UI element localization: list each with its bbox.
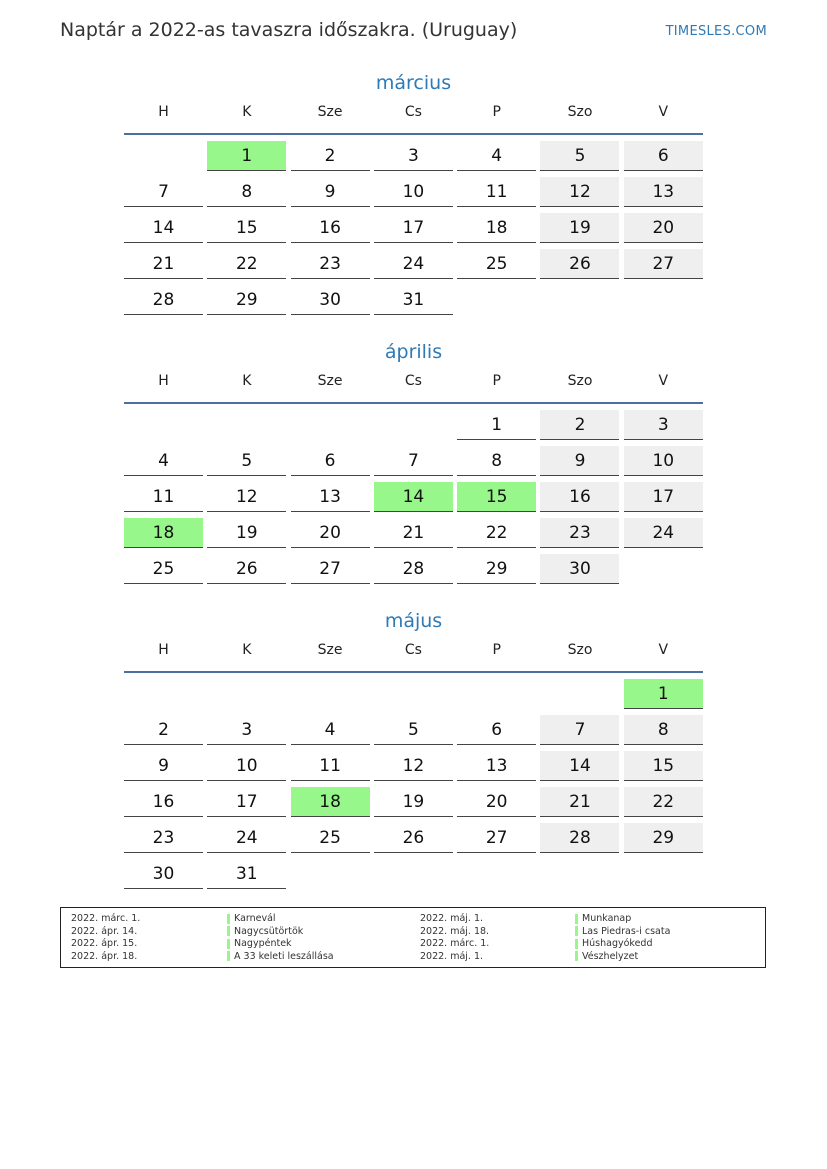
weekday-label: V [658,104,669,120]
empty-cell [124,410,203,440]
weekday-label: K [242,642,252,658]
day-cell: 30 [291,285,370,315]
day-cell: 17 [624,482,703,512]
weekday-header [124,641,703,671]
day-cell: 21 [374,518,453,548]
day-cell: 14 [540,751,619,781]
day-cell: 24 [624,518,703,548]
day-cell: 6 [291,446,370,476]
holiday-marker [227,914,230,924]
month-title: április [384,341,443,363]
month-title: május [384,610,443,632]
day-cell: 26 [207,554,286,584]
holiday-marker [575,939,578,949]
day-cell: 10 [374,177,453,207]
legend-date: 2022. máj. 18. [420,925,490,937]
weekday-label: Sze [317,642,343,658]
day-cell: 25 [124,554,203,584]
weekday-header [124,103,703,133]
weekday-label: K [242,373,252,389]
day-cell: 21 [124,249,203,279]
empty-cell [207,410,286,440]
empty-cell [291,679,370,709]
legend-date: 2022. máj. 1. [420,913,484,924]
day-cell: 4 [124,446,203,476]
day-cell: 13 [457,751,536,781]
weekday-label: P [492,642,501,658]
holiday-legend [60,907,766,968]
day-cell: 18 [291,787,370,817]
legend-date: 2022. ápr. 18. [71,950,138,962]
legend-name: Vészhelyzet [582,950,639,962]
legend-date: 2022. máj. 1. [420,950,484,962]
day-cell: 15 [207,213,286,243]
holiday-marker [227,951,230,961]
day-cell: 12 [374,751,453,781]
weekday-label: Szo [567,104,593,120]
header-divider [124,671,703,673]
day-cell: 20 [457,787,536,817]
day-cell: 13 [291,482,370,512]
day-cell: 12 [207,482,286,512]
day-cell: 30 [124,859,203,889]
day-cell: 25 [291,823,370,853]
day-cell: 11 [457,177,536,207]
holiday-marker [575,914,578,924]
day-cell: 17 [374,213,453,243]
day-cell: 2 [540,410,619,440]
day-cell: 24 [207,823,286,853]
day-cell: 3 [374,141,453,171]
day-cell: 24 [374,249,453,279]
day-cell: 10 [624,446,703,476]
empty-cell [374,679,453,709]
legend-names-right [575,913,670,963]
day-cell: 3 [207,715,286,745]
month-april [124,338,703,584]
legend-name: Húshagyókedd [582,938,653,950]
day-cell: 29 [457,554,536,584]
holiday-marker [575,951,578,961]
weekday-label: P [492,373,501,389]
legend-name: Nagypéntek [234,938,292,950]
day-cell: 7 [124,177,203,207]
day-grid [124,141,703,315]
day-cell: 20 [624,213,703,243]
holiday-marker [227,926,230,936]
weekday-label: Cs [404,104,422,120]
day-cell: 9 [540,446,619,476]
month-may [124,607,703,889]
day-cell: 11 [124,482,203,512]
day-cell: 23 [124,823,203,853]
empty-cell [124,141,203,171]
weekday-header [124,372,703,402]
day-cell: 28 [124,285,203,315]
weekday-label: Sze [317,104,343,120]
day-cell: 5 [374,715,453,745]
day-cell: 8 [624,715,703,745]
day-cell: 31 [374,285,453,315]
weekday-label: Cs [404,373,422,389]
legend-name: Las Piedras-i csata [582,925,671,937]
day-cell: 11 [291,751,370,781]
day-cell: 5 [540,141,619,171]
day-cell: 23 [291,249,370,279]
day-cell: 12 [540,177,619,207]
weekday-label: V [658,373,669,389]
day-cell: 6 [457,715,536,745]
header-divider [124,133,703,135]
day-cell: 23 [540,518,619,548]
legend-names-left [227,913,334,963]
empty-cell [207,679,286,709]
day-cell: 30 [540,554,619,584]
day-cell: 25 [457,249,536,279]
day-cell: 16 [540,482,619,512]
day-cell: 10 [207,751,286,781]
holiday-marker [575,926,578,936]
day-cell: 8 [207,177,286,207]
day-cell: 14 [374,482,453,512]
weekday-label: Szo [567,642,593,658]
day-cell: 14 [124,213,203,243]
weekday-label: Cs [404,642,422,658]
empty-cell [457,679,536,709]
day-cell: 9 [291,177,370,207]
day-cell: 27 [457,823,536,853]
site-link[interactable]: TIMESLES.COM [665,24,767,39]
day-cell: 29 [207,285,286,315]
day-cell: 13 [624,177,703,207]
day-cell: 7 [540,715,619,745]
day-cell: 5 [207,446,286,476]
day-cell: 1 [207,141,286,171]
day-cell: 1 [624,679,703,709]
page-title: Naptár a 2022-as tavaszra időszakra. (Uruguay) [60,19,518,41]
day-cell: 27 [624,249,703,279]
day-cell: 2 [291,141,370,171]
legend-date: 2022. márc. 1. [420,938,490,950]
day-cell: 22 [624,787,703,817]
day-cell: 9 [124,751,203,781]
weekday-label: H [158,642,169,658]
day-cell: 6 [624,141,703,171]
empty-cell [124,679,203,709]
day-cell: 28 [374,554,453,584]
month-title: március [375,72,452,94]
day-cell: 31 [207,859,286,889]
day-cell: 19 [540,213,619,243]
empty-cell [291,410,370,440]
day-grid [124,410,703,584]
legend-date: 2022. ápr. 15. [71,938,138,950]
weekday-label: Sze [317,373,343,389]
day-cell: 26 [540,249,619,279]
day-cell: 17 [207,787,286,817]
day-cell: 27 [291,554,370,584]
day-cell: 26 [374,823,453,853]
day-cell: 19 [207,518,286,548]
legend-date: 2022. ápr. 14. [71,925,138,937]
weekday-label: Szo [567,373,593,389]
weekday-label: V [658,642,669,658]
holiday-marker [227,939,230,949]
day-cell: 15 [624,751,703,781]
day-cell: 22 [207,249,286,279]
day-cell: 16 [124,787,203,817]
day-cell: 18 [124,518,203,548]
legend-date: 2022. márc. 1. [71,913,141,924]
empty-cell [540,679,619,709]
legend-dates-right [420,913,489,963]
day-cell: 20 [291,518,370,548]
day-cell: 22 [457,518,536,548]
empty-cell [374,410,453,440]
legend-name: Nagycsütörtök [234,925,304,937]
day-cell: 7 [374,446,453,476]
weekday-label: H [158,373,169,389]
day-cell: 21 [540,787,619,817]
day-cell: 15 [457,482,536,512]
day-cell: 18 [457,213,536,243]
legend-name: Karnevál [234,913,276,924]
day-cell: 29 [624,823,703,853]
weekday-label: H [158,104,169,120]
day-cell: 3 [624,410,703,440]
day-cell: 19 [374,787,453,817]
weekday-label: K [242,104,252,120]
header-divider [124,402,703,404]
legend-name: A 33 keleti leszállása [234,950,334,962]
day-cell: 8 [457,446,536,476]
day-cell: 4 [457,141,536,171]
legend-name: Munkanap [582,913,632,924]
legend-dates-left [71,913,140,963]
weekday-label: P [492,104,501,120]
month-march [124,69,703,315]
day-cell: 1 [457,410,536,440]
day-grid [124,679,703,889]
day-cell: 28 [540,823,619,853]
day-cell: 4 [291,715,370,745]
day-cell: 2 [124,715,203,745]
day-cell: 16 [291,213,370,243]
